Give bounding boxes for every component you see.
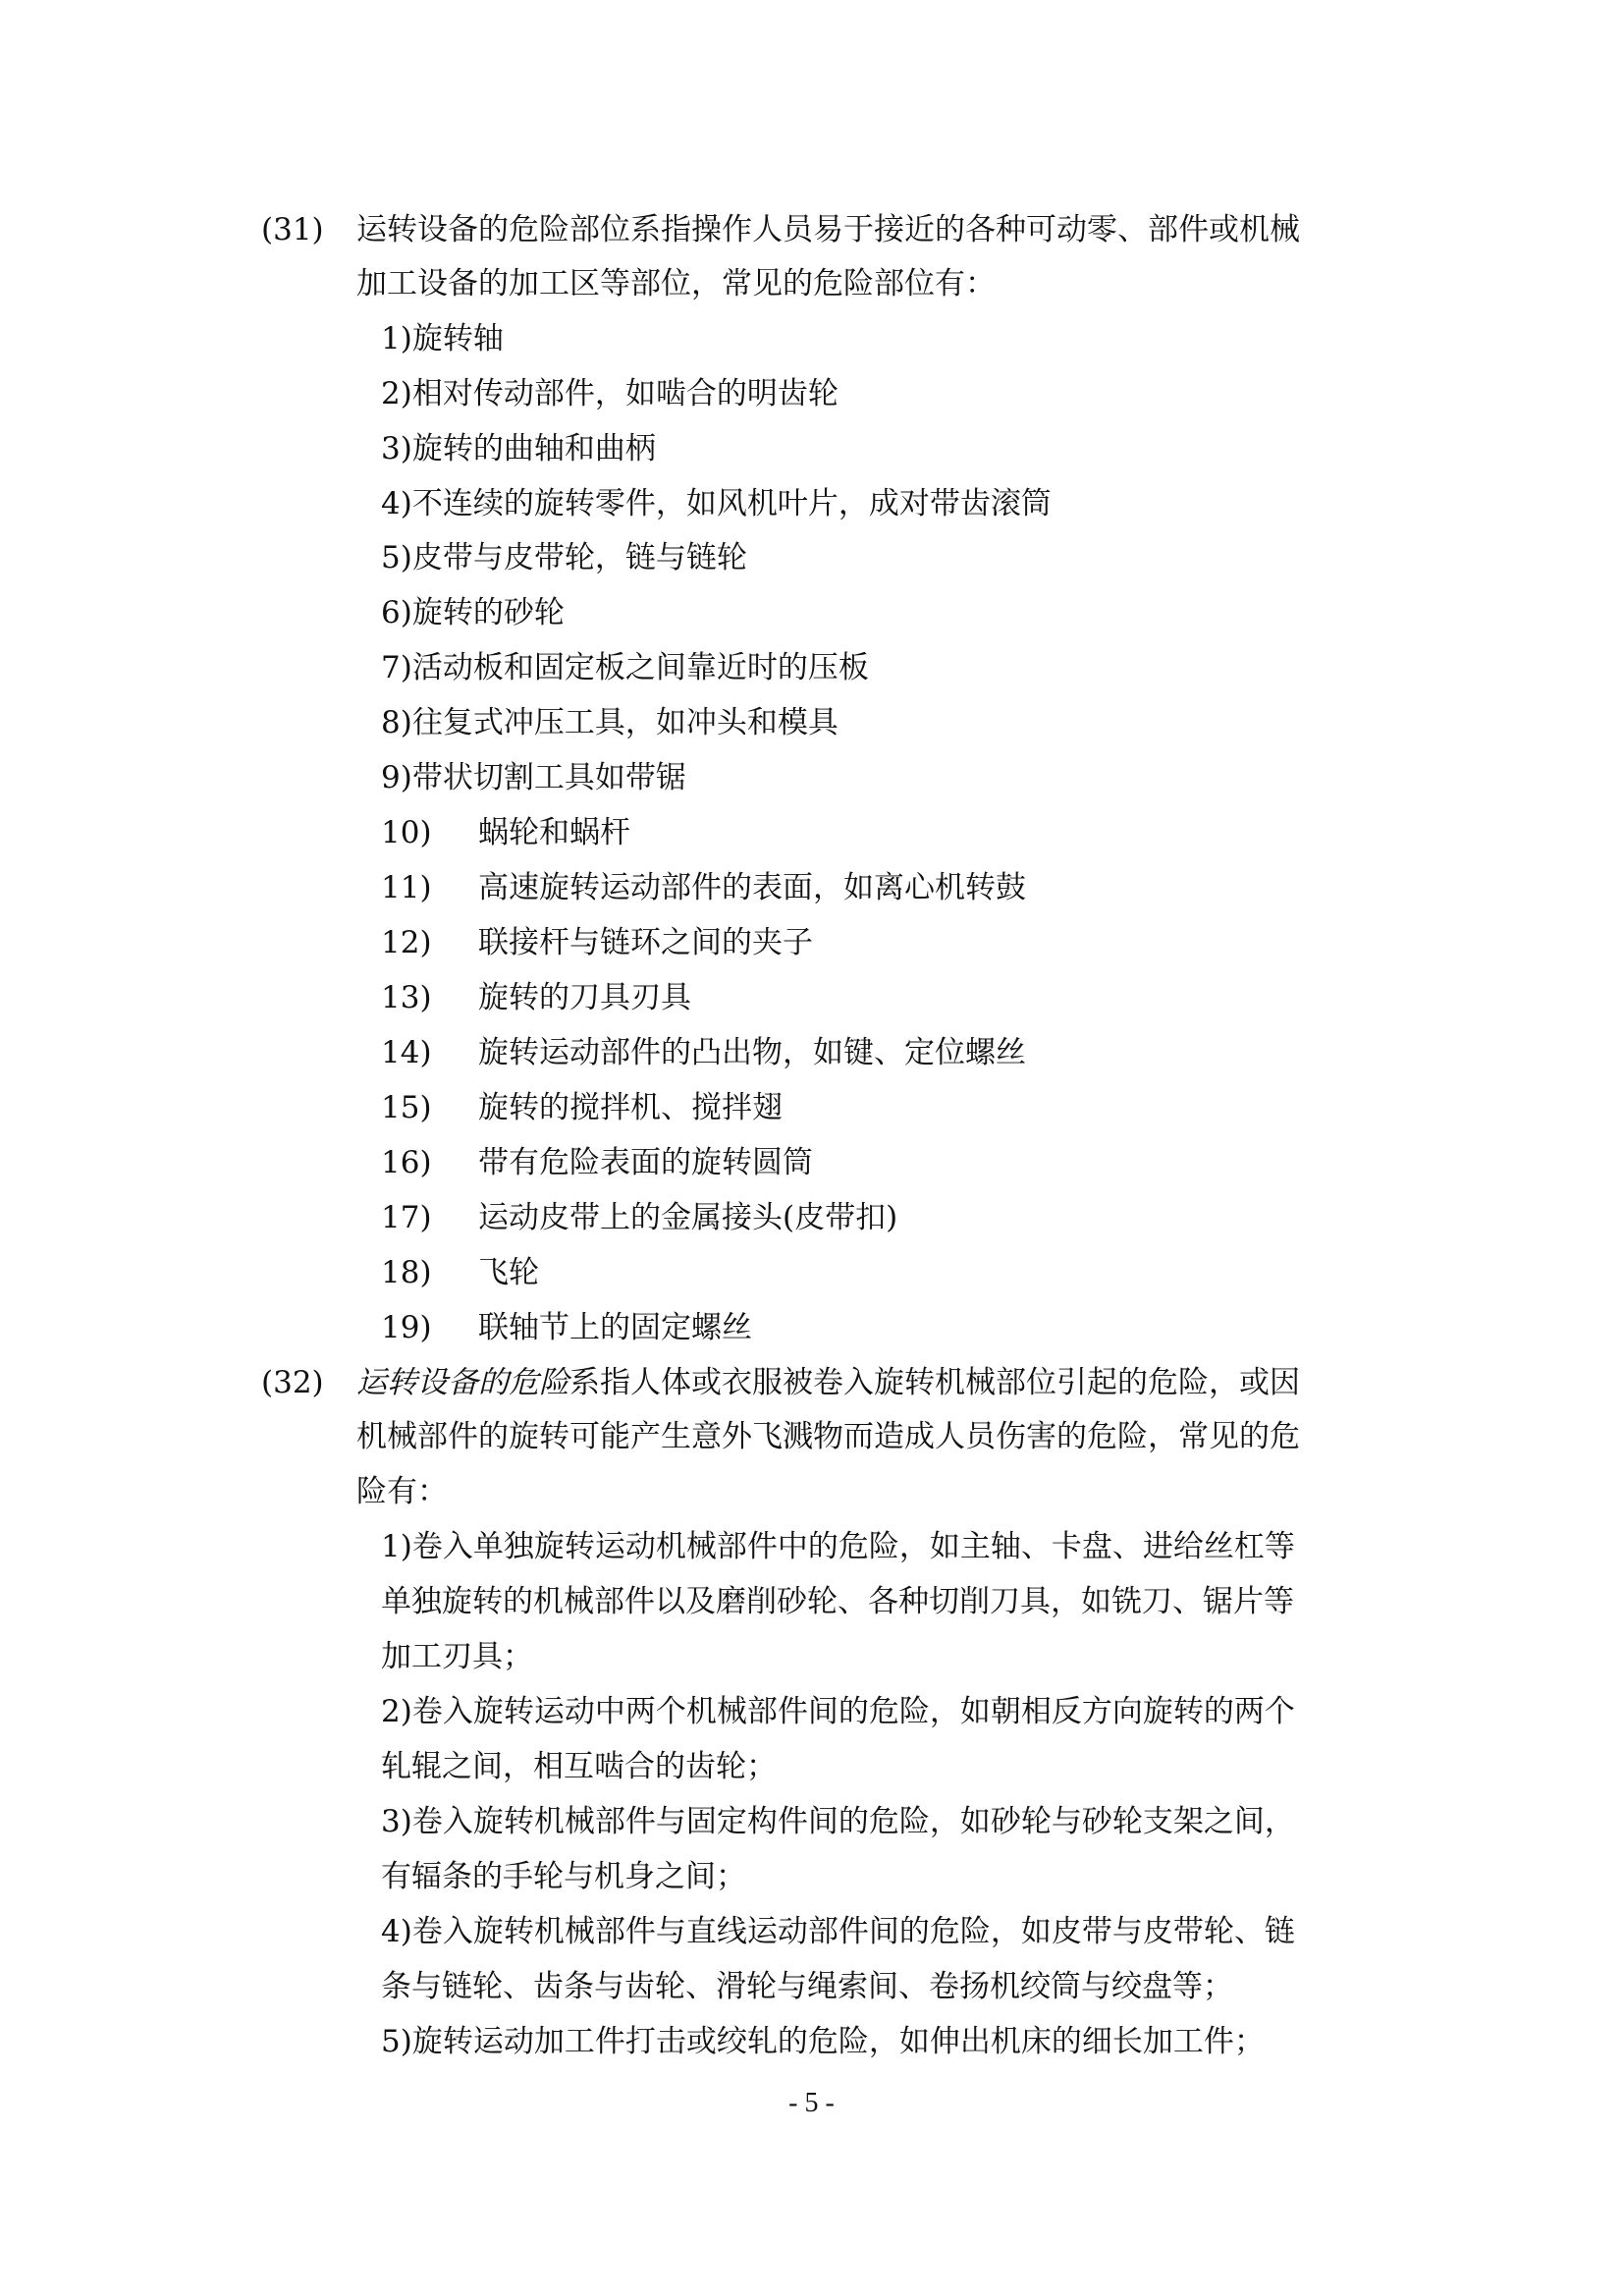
sub-item-number: 18)	[381, 1255, 432, 1290]
sub-item-text: 联接杆与链环之间的夹子	[478, 925, 813, 960]
sub-item: 4)不连续的旋转零件，如风机叶片，成对带齿滚筒	[381, 486, 1052, 521]
sub-item-number: 19)	[381, 1310, 432, 1345]
item-text-line: 运转设备的危险部位系指操作人员易于接近的各种可动零、部件或机械	[356, 212, 1300, 247]
sub-item-number: 17)	[381, 1200, 432, 1235]
sub-item: 2)相对传动部件，如啮合的明齿轮	[381, 376, 839, 411]
sub-item-number: 15)	[381, 1090, 432, 1125]
sub-item: 3)卷入旋转机械部件与固定构件间的危险，如砂轮与砂轮支架之间，	[381, 1804, 1295, 1839]
sub-item-text: 旋转的搅拌机、搅拌翅	[478, 1090, 783, 1125]
item-text-line	[356, 1363, 1300, 1402]
sub-item: 8)往复式冲压工具，如冲头和模具	[381, 705, 839, 740]
sub-item: 轧辊之间，相互啮合的齿轮；	[381, 1749, 777, 1784]
sub-item-text: 飞轮	[478, 1255, 539, 1290]
sub-item-number: 11)	[381, 870, 432, 905]
sub-item: 2)卷入旋转运动中两个机械部件间的危险，如朝相反方向旋转的两个	[381, 1694, 1295, 1729]
sub-item-number: 14)	[381, 1035, 432, 1070]
sub-item: 有辐条的手轮与机身之间；	[381, 1859, 746, 1894]
term-definition: 系指人体或衣服被卷入旋转机械部位引起的危险，或因	[569, 1365, 1300, 1400]
sub-item: 加工刃具；	[381, 1639, 533, 1674]
sub-item-text: 联轴节上的固定螺丝	[478, 1310, 752, 1345]
sub-item: 4)卷入旋转机械部件与直线运动部件间的危险，如皮带与皮带轮、链	[381, 1914, 1295, 1949]
sub-item: 单独旋转的机械部件以及磨削砂轮、各种切削刀具，如铣刀、锯片等	[381, 1584, 1294, 1619]
item-number: (31)	[261, 212, 324, 247]
sub-item: 9)带状切割工具如带锯	[381, 760, 686, 795]
sub-item-text: 旋转运动部件的凸出物，如键、定位螺丝	[478, 1035, 1026, 1070]
sub-item: 1)卷入单独旋转运动机械部件中的危险，如主轴、卡盘、进给丝杠等	[381, 1529, 1295, 1564]
sub-item: 5)皮带与皮带轮，链与链轮	[381, 540, 747, 575]
item-number: (32)	[261, 1365, 324, 1400]
sub-item-number: 13)	[381, 980, 432, 1015]
sub-item-number: 16)	[381, 1145, 432, 1180]
sub-item: 6)旋转的砂轮	[381, 595, 565, 630]
sub-item-text: 带有危险表面的旋转圆筒	[478, 1145, 813, 1180]
sub-item: 7)活动板和固定板之间靠近时的压板	[381, 650, 869, 685]
sub-item: 5)旋转运动加工件打击或绞轧的危险，如伸出机床的细长加工件；	[381, 2024, 1265, 2059]
sub-item: 1)旋转轴	[381, 321, 504, 356]
page-number: - 5 -	[788, 2088, 835, 2118]
item-text-line: 机械部件的旋转可能产生意外飞溅物而造成人员伤害的危险，常见的危	[356, 1419, 1300, 1454]
sub-item-number: 10)	[381, 815, 432, 850]
item-text-line: 险有：	[356, 1474, 448, 1509]
sub-item-text: 高速旋转运动部件的表面，如离心机转鼓	[478, 870, 1026, 905]
sub-item-number: 12)	[381, 925, 432, 960]
sub-item-text: 蜗轮和蜗杆	[478, 815, 630, 850]
term-italic: 运转设备的危险	[356, 1365, 569, 1400]
sub-item-text: 旋转的刀具刃具	[478, 980, 691, 1015]
sub-item: 3)旋转的曲轴和曲柄	[381, 431, 656, 466]
sub-item-text: 运动皮带上的金属接头(皮带扣)	[478, 1200, 898, 1235]
item-text-line: 加工设备的加工区等部位，常见的危险部位有：	[356, 266, 996, 301]
sub-item: 条与链轮、齿条与齿轮、滑轮与绳索间、卷扬机绞筒与绞盘等；	[381, 1969, 1233, 2004]
